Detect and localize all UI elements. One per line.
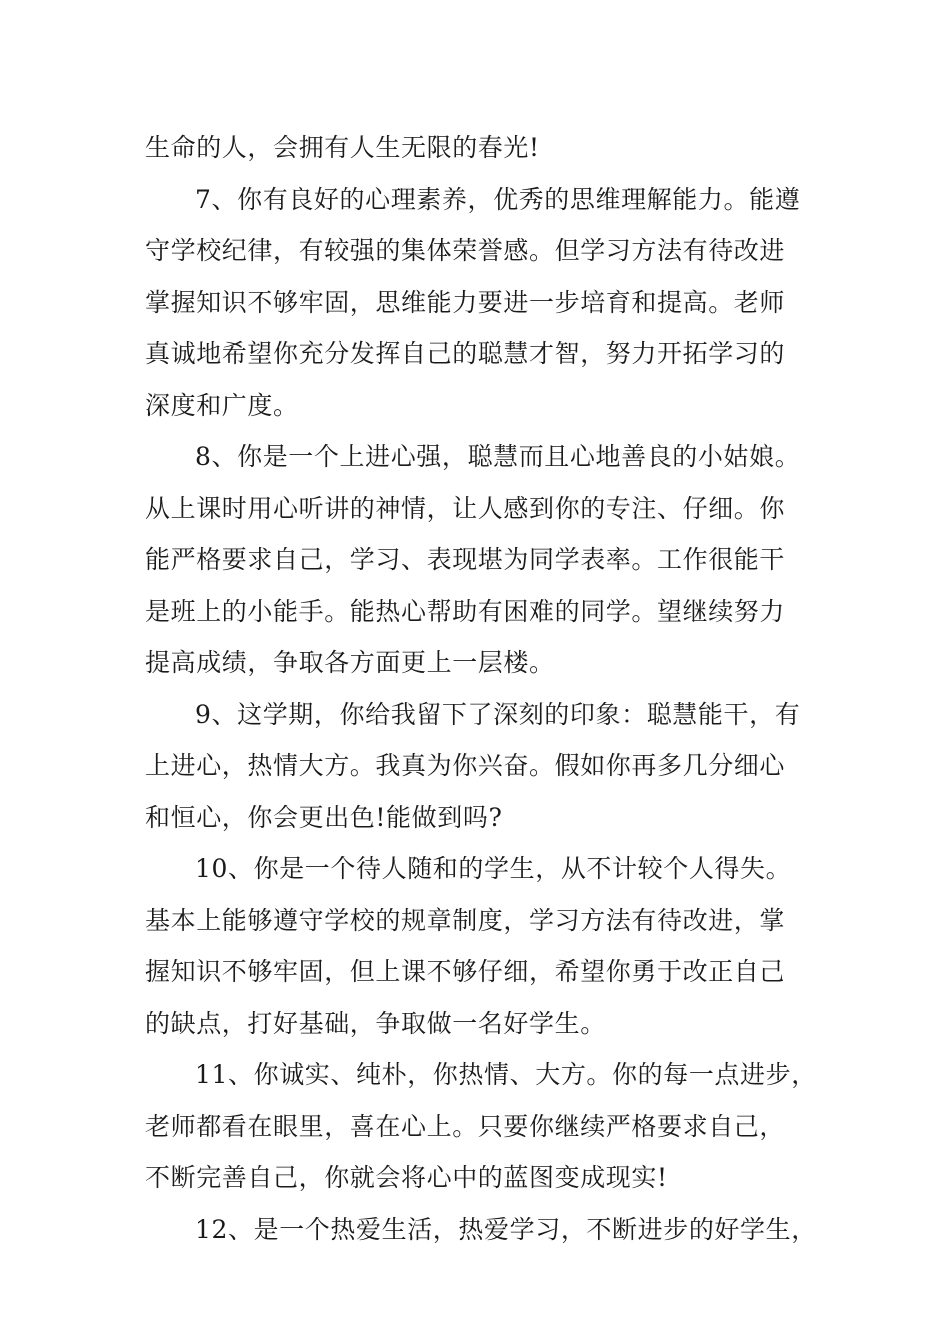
text-line: 能严格要求自己，学习、表现堪为同学表率。工作很能干 bbox=[145, 545, 786, 574]
text-line: 9、这学期，你给我留下了深刻的印象：聪慧能干，有 bbox=[195, 699, 801, 729]
text-line: 握知识不够牢固，但上课不够仔细，希望你勇于改正自己 bbox=[145, 957, 786, 986]
text-line: 7、你有良好的心理素养，优秀的思维理解能力。能遵 bbox=[195, 184, 801, 214]
text-line: 和恒心，你会更出色!能做到吗? bbox=[145, 802, 503, 832]
text-line: 提高成绩，争取各方面更上一层楼。 bbox=[145, 648, 555, 677]
text-line: 8、你是一个上进心强，聪慧而且心地善良的小姑娘。 bbox=[195, 442, 801, 471]
text-line: 真诚地希望你充分发挥自己的聪慧才智，努力开拓学习的 bbox=[145, 339, 786, 368]
text-line: 上进心，热情大方。我真为你兴奋。假如你再多几分细心 bbox=[145, 751, 786, 780]
text-line: 守学校纪律，有较强的集体荣誉感。但学习方法有待改进 bbox=[145, 236, 786, 265]
text-line: 掌握知识不够牢固，思维能力要进一步培育和提高。老师 bbox=[145, 287, 786, 317]
text-line: 是班上的小能手。能热心帮助有困难的同学。望继续努力 bbox=[145, 596, 786, 626]
document-body bbox=[145, 122, 825, 1255]
text-line: 基本上能够遵守学校的规章制度，学习方法有待改进，掌 bbox=[145, 905, 786, 935]
text-line: 11、你诚实、纯朴，你热情、大方。你的每一点进步， bbox=[195, 1060, 817, 1089]
text-line: 生命的人，会拥有人生无限的春光! bbox=[145, 133, 540, 162]
text-line: 的缺点，打好基础，争取做一名好学生。 bbox=[145, 1008, 606, 1038]
text-line: 老师都看在眼里，喜在心上。只要你继续严格要求自己， bbox=[145, 1111, 786, 1141]
text-line: 不断完善自己，你就会将心中的蓝图变成现实! bbox=[145, 1163, 668, 1192]
text-line: 12、是一个热爱生活，热爱学习，不断进步的好学生， bbox=[195, 1214, 817, 1244]
text-line: 10、你是一个待人随和的学生，从不计较个人得失。 bbox=[195, 854, 792, 883]
text-line: 从上课时用心听讲的神情，让人感到你的专注、仔细。你 bbox=[145, 493, 786, 523]
text-line: 深度和广度。 bbox=[145, 390, 299, 420]
